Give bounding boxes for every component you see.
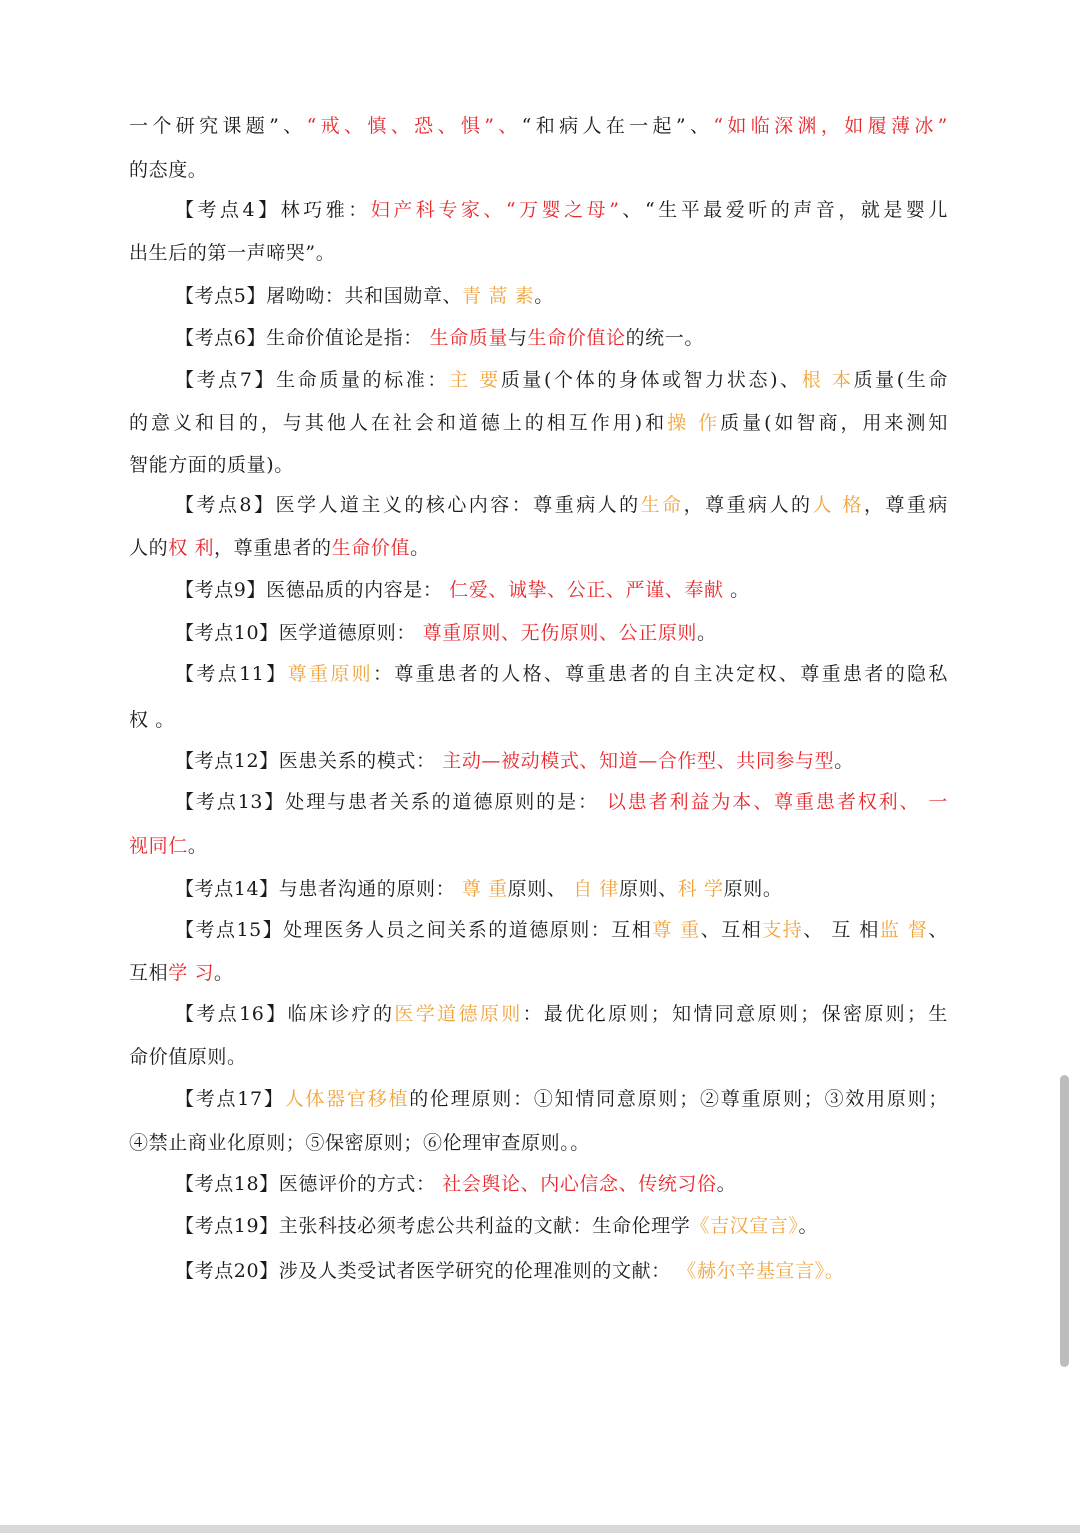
text-line: [129, 157, 948, 183]
highlight-text: 根 本: [801, 369, 854, 391]
text-segment: 【考点17】: [175, 1088, 285, 1110]
text-segment: 【考点12】医患关系的模式：: [175, 750, 443, 772]
text-line: [129, 452, 948, 478]
highlight-text: 生命价值: [331, 537, 411, 559]
text-segment: ④禁止商业化原则；⑤保密原则；⑥伦理审查原则。。: [129, 1132, 590, 1154]
highlight-text: 生命价值论: [527, 327, 626, 349]
highlight-text: 学 习: [168, 962, 215, 984]
text-segment: 互相: [129, 962, 169, 984]
text-line: [175, 367, 948, 393]
text-segment: 的伦理原则：①知情同意原则；②尊重原则；③效用原则；: [409, 1088, 949, 1110]
text-segment: 原则、: [507, 878, 574, 900]
text-segment: 的统一。: [625, 327, 704, 349]
highlight-text: 人 格: [812, 494, 864, 516]
text-segment: 、互相: [700, 919, 763, 941]
text-segment: “和病人在一起”、: [521, 115, 714, 137]
text-line: [175, 748, 948, 774]
text-segment: ，尊重病: [863, 494, 949, 516]
text-segment: 的意义和目的，与其他人在社会和道德上的相互作用)和: [129, 412, 668, 434]
text-segment: 质量(个体的身体或智力状态)、: [500, 369, 802, 391]
text-segment: 【考点6】生命价值论是指：: [175, 327, 430, 349]
text-segment: 【考点7】生命质量的标准：: [175, 369, 449, 391]
text-segment: 【考点16】临床诊疗的: [175, 1003, 395, 1025]
text-segment: 出生后的第一声啼哭”。: [129, 242, 336, 264]
text-segment: 【考点11】: [175, 663, 288, 685]
highlight-text: 权 利: [168, 537, 215, 559]
highlight-text: 尊 重: [652, 919, 701, 941]
text-segment: 。: [834, 750, 854, 772]
text-line: [175, 876, 948, 902]
highlight-text: 妇产科专家、: [370, 199, 506, 221]
bottom-bar: [0, 1525, 1080, 1533]
text-segment: 。: [723, 579, 750, 601]
text-line: [175, 1086, 948, 1112]
highlight-text: 主 要: [448, 369, 501, 391]
text-segment: 【考点15】处理医务人员之间关系的道德原则：互相: [175, 919, 653, 941]
text-line: [175, 577, 948, 603]
text-line: [129, 410, 948, 436]
text-line: [129, 535, 948, 561]
text-line: [129, 960, 948, 986]
text-segment: ，尊重患者的: [214, 537, 332, 559]
text-segment: 【考点4】林巧雅：: [175, 199, 371, 221]
text-segment: 。: [214, 962, 234, 984]
text-line: [129, 833, 948, 859]
highlight-text: 《赫尔辛基宣言》。: [677, 1260, 845, 1282]
text-line: [175, 283, 948, 309]
text-line: [129, 1044, 948, 1070]
text-line: [175, 620, 948, 646]
highlight-text: 青 蒿 素: [462, 285, 535, 307]
text-line: [129, 1130, 948, 1156]
text-segment: 。: [697, 622, 717, 644]
text-segment: 、: [928, 919, 949, 941]
scrollbar-thumb[interactable]: [1060, 1075, 1069, 1367]
highlight-text: 操 作: [667, 412, 721, 434]
highlight-text: “戒、慎、恐、惧”、: [306, 115, 522, 137]
highlight-text: 主动—被动模式、知道—合作型、共同参与型: [442, 750, 835, 772]
highlight-text: 视同仁: [129, 835, 188, 857]
text-line: [175, 325, 948, 351]
highlight-text: 人体器官移植: [284, 1088, 410, 1110]
highlight-text: “万婴之母”: [505, 199, 620, 221]
text-line: [175, 1258, 948, 1284]
text-segment: 质量(生命: [853, 369, 949, 391]
text-segment: 。: [410, 537, 430, 559]
text-segment: 与: [507, 327, 528, 349]
text-segment: 原则。: [723, 878, 783, 900]
text-line: [175, 197, 948, 223]
highlight-text: 尊重原则、无伤原则、公正原则: [422, 622, 698, 644]
text-segment: 【考点20】涉及人类受试者医学研究的伦理准则的文献：: [175, 1260, 678, 1282]
text-line: [175, 661, 948, 687]
vertical-scrollbar[interactable]: [1060, 1075, 1070, 1367]
highlight-text: 医学道德原则: [394, 1003, 523, 1025]
text-line: [129, 113, 948, 139]
highlight-text: 尊重原则: [287, 663, 374, 685]
text-segment: 、“生平最爱听的声音，就是婴儿: [619, 199, 949, 221]
text-segment: 【考点10】医学道德原则：: [175, 622, 423, 644]
highlight-text: 支持: [762, 919, 804, 941]
text-segment: 命价值原则。: [129, 1046, 247, 1068]
highlight-text: 社会舆论、内心信念、传统习俗: [442, 1173, 717, 1195]
text-line: [175, 917, 948, 943]
text-segment: 【考点14】与患者沟通的原则：: [175, 878, 462, 900]
text-segment: 质量(如智商，用来测知: [720, 412, 949, 434]
text-line: [175, 492, 948, 518]
text-line: [175, 1171, 948, 1197]
text-segment: 。: [798, 1215, 819, 1237]
text-segment: 【考点13】处理与患者关系的道德原则的是：: [175, 791, 607, 813]
highlight-text: 尊 重: [461, 878, 508, 900]
text-line: [129, 707, 948, 733]
text-segment: 的态度。: [129, 159, 208, 181]
highlight-text: 监 督: [879, 919, 929, 941]
text-segment: 权 。: [129, 709, 175, 731]
text-segment: 【考点9】医德品质的内容是：: [175, 579, 450, 601]
text-line: [129, 240, 948, 266]
highlight-text: 生命: [640, 494, 684, 516]
text-line: [175, 789, 948, 815]
text-segment: 人的: [129, 537, 169, 559]
text-segment: 。: [187, 835, 208, 857]
text-segment: 【考点8】医学人道主义的核心内容：尊重病人的: [175, 494, 641, 516]
text-segment: ，尊重病人的: [683, 494, 813, 516]
text-segment: 【考点19】主张科技必须考虑公共利益的文献：生命伦理学: [175, 1215, 691, 1237]
text-segment: 智能方面的质量)。: [129, 454, 294, 476]
text-segment: 。: [716, 1173, 737, 1195]
text-segment: 【考点18】医德评价的方式：: [175, 1173, 443, 1195]
text-segment: 、 互 相: [803, 919, 880, 941]
highlight-text: 《吉汉宣言》: [690, 1215, 799, 1237]
highlight-text: 自 律: [573, 878, 619, 900]
text-segment: 一个研究课题”、: [129, 115, 307, 137]
highlight-text: 生命质量: [429, 327, 508, 349]
highlight-text: 以患者利益为本、尊重患者权利、 一: [606, 791, 948, 813]
text-segment: 。: [534, 285, 554, 307]
text-segment: ：最优化原则；知情同意原则；保密原则；生: [522, 1003, 949, 1025]
highlight-text: 仁爱、诚挚、公正、严谨、奉献: [449, 579, 724, 601]
highlight-text: 科 学: [677, 878, 724, 900]
text-line: [175, 1213, 948, 1239]
highlight-text: “如临深渊，如履薄冰”: [713, 115, 948, 137]
text-segment: 【考点5】屠呦呦：共和国勋章、: [175, 285, 463, 307]
text-line: [175, 1001, 948, 1027]
text-segment: ：尊重患者的人格、尊重患者的自主决定权、尊重患者的隐私: [373, 663, 949, 685]
text-segment: 原则、: [618, 878, 678, 900]
